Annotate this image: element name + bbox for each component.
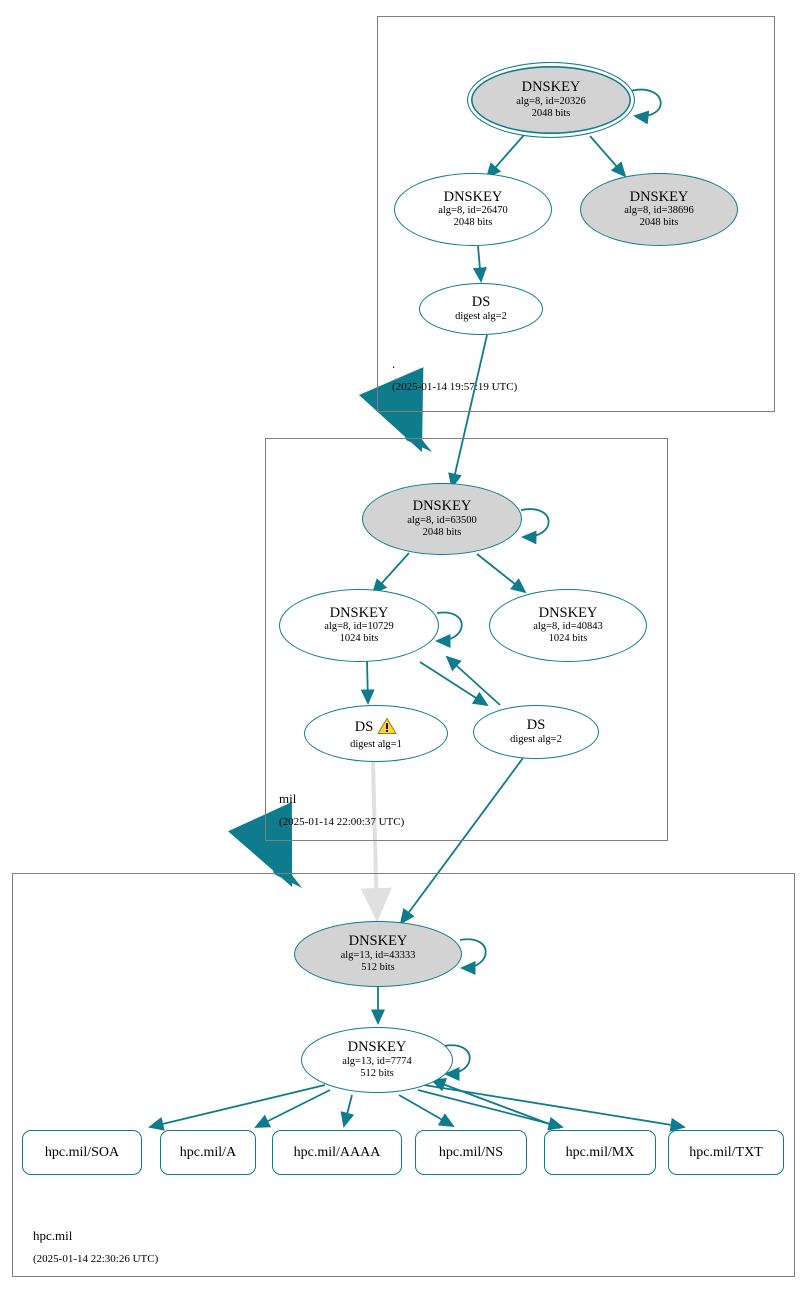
dnskey-node-mil-ksk[interactable] — [362, 483, 522, 555]
rrset-node-ns[interactable] — [415, 1130, 527, 1175]
node-subtitle: alg=8, id=26470 — [438, 205, 508, 217]
dnskey-node-hpcmil-ksk[interactable] — [294, 921, 462, 987]
node-title: DS — [471, 294, 491, 311]
node-title: DNSKEY — [521, 79, 581, 96]
node-title: DNSKEY — [347, 1039, 407, 1056]
node-keysize: 2048 bits — [639, 217, 679, 229]
rrset-node-txt[interactable] — [668, 1130, 784, 1175]
node-subtitle: alg=8, id=63500 — [407, 514, 477, 526]
rrset-node-aaaa[interactable] — [272, 1130, 402, 1175]
node-keysize: 2048 bits — [422, 526, 462, 538]
node-subtitle: alg=8, id=20326 — [516, 95, 586, 107]
dnskey-node-hpcmil-zsk[interactable] — [301, 1027, 453, 1093]
rrset-label: hpc.mil/A — [179, 1144, 237, 1160]
rrset-node-a[interactable] — [160, 1130, 256, 1175]
node-title: DS — [526, 717, 546, 734]
zone-label-mil: mil — [279, 791, 297, 806]
dnskey-node-root-zsk[interactable] — [394, 173, 552, 246]
rrset-node-soa[interactable] — [22, 1130, 142, 1175]
zone-timestamp-hpcmil: (2025-01-14 22:30:26 UTC) — [33, 1253, 159, 1265]
rrset-label: hpc.mil/NS — [438, 1144, 504, 1160]
zone-timestamp-root: (2025-01-14 19:57:19 UTC) — [392, 381, 518, 393]
ds-node-mil-digest-alg-2[interactable] — [473, 705, 599, 759]
dnskey-node-root-38696[interactable] — [580, 173, 738, 246]
rrset-label: hpc.mil/AAAA — [293, 1144, 381, 1160]
rrset-node-mx[interactable] — [544, 1130, 656, 1175]
node-title: DNSKEY — [629, 188, 689, 205]
node-subtitle: digest alg=2 — [510, 733, 562, 745]
node-keysize: 1024 bits — [339, 633, 379, 645]
rrset-label: hpc.mil/SOA — [44, 1144, 120, 1160]
dnskey-node-mil-40843[interactable] — [489, 589, 647, 662]
rrset-label: hpc.mil/MX — [565, 1144, 635, 1160]
node-keysize: 2048 bits — [453, 217, 493, 229]
node-subtitle: alg=13, id=43333 — [340, 949, 416, 961]
node-title: DNSKEY — [412, 498, 472, 515]
rrset-label: hpc.mil/TXT — [689, 1144, 763, 1160]
node-subtitle: alg=13, id=7774 — [342, 1055, 412, 1067]
node-keysize: 512 bits — [361, 961, 395, 973]
ds-node-root[interactable] — [419, 283, 543, 335]
node-subtitle: alg=8, id=38696 — [624, 205, 694, 217]
node-subtitle: digest alg=1 — [350, 738, 402, 750]
zone-label-hpcmil: hpc.mil — [33, 1228, 73, 1243]
node-title: DNSKEY — [538, 604, 598, 621]
node-title: DNSKEY — [348, 933, 408, 950]
node-title: DNSKEY — [443, 188, 503, 205]
node-keysize: 1024 bits — [548, 633, 588, 645]
node-title: DS — [354, 718, 374, 735]
node-keysize: 2048 bits — [531, 107, 571, 119]
node-subtitle: alg=8, id=40843 — [533, 621, 603, 633]
warning-triangle-icon — [377, 717, 397, 740]
zone-timestamp-mil: (2025-01-14 22:00:37 UTC) — [279, 816, 405, 828]
node-title: DNSKEY — [329, 604, 389, 621]
dnskey-node-mil-10729[interactable] — [279, 589, 439, 662]
node-keysize: 512 bits — [360, 1067, 394, 1079]
dnskey-node-root-ksk[interactable] — [467, 62, 635, 138]
zone-label-root: . — [392, 356, 396, 371]
ds-node-mil-digest-alg-1[interactable] — [304, 705, 448, 762]
node-subtitle: digest alg=2 — [455, 310, 507, 322]
node-subtitle: alg=8, id=10729 — [324, 621, 394, 633]
